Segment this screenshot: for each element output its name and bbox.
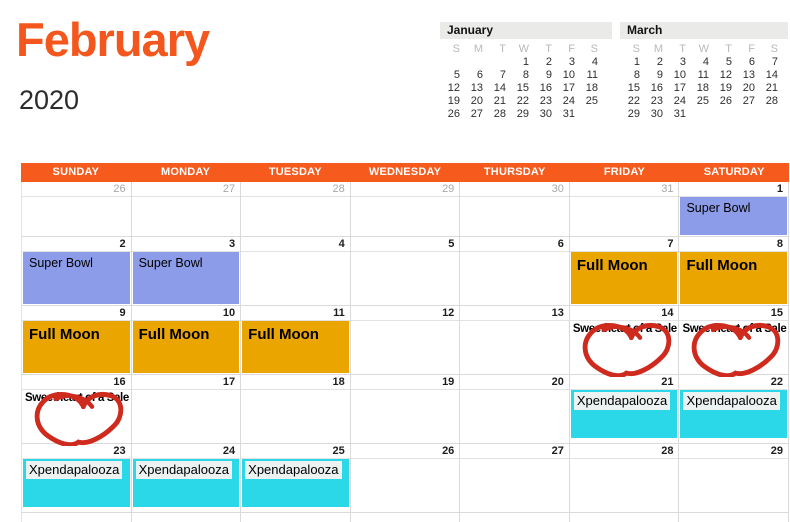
mini-day-cell <box>712 107 735 120</box>
week-row <box>21 375 789 444</box>
day-cell[interactable] <box>132 375 242 443</box>
mini-day-cell: 30 <box>539 107 552 120</box>
mini-day-cell: 23 <box>650 94 663 107</box>
mini-day-cell: 9 <box>545 68 552 81</box>
week-row <box>21 237 789 306</box>
mini-day-cell: 7 <box>499 68 506 81</box>
event-full-moon[interactable]: Full Moon <box>242 321 349 373</box>
date-number: 4 <box>241 237 350 252</box>
mini-calendar-january <box>440 22 612 120</box>
mini-day-cell: 28 <box>765 94 778 107</box>
date-number: 26 <box>351 444 460 459</box>
weekday-header-wednesday: WEDNESDAY <box>368 166 442 178</box>
event-sweetheart[interactable] <box>680 321 787 374</box>
mini-day-cell: 16 <box>539 81 552 94</box>
mini-day-cell <box>486 55 509 68</box>
day-cell[interactable] <box>241 237 351 305</box>
event-xpendapalooza[interactable] <box>571 390 678 438</box>
day-cell[interactable] <box>21 375 132 443</box>
day-cell[interactable] <box>351 513 461 522</box>
mini-day-cell: 30 <box>650 107 663 120</box>
day-cell[interactable] <box>679 513 789 522</box>
event-area <box>351 197 460 236</box>
mini-weekday-label: F <box>748 42 755 55</box>
day-cell[interactable] <box>132 513 242 522</box>
mini-day-cell <box>758 107 781 120</box>
event-label: Sweetheart of a Sale <box>572 323 677 335</box>
date-number: 19 <box>351 375 460 390</box>
date-number: 28 <box>570 444 679 459</box>
mini-day-cell: 13 <box>470 81 483 94</box>
event-super-bowl[interactable]: Super Bowl <box>23 252 130 304</box>
mini-day-cell: 14 <box>765 68 778 81</box>
day-cell[interactable] <box>679 306 789 374</box>
event-label: Xpendapalooza <box>136 461 232 479</box>
day-cell[interactable] <box>570 237 680 305</box>
mini-day-cell: 24 <box>562 94 575 107</box>
day-cell[interactable] <box>570 513 680 522</box>
mini-day-cell: 23 <box>539 94 552 107</box>
date-number: 20 <box>460 375 569 390</box>
event-area <box>22 252 131 305</box>
event-area <box>570 459 679 512</box>
week-row <box>21 182 789 237</box>
mini-day-cell: 31 <box>673 107 686 120</box>
month-title: February <box>16 13 210 66</box>
mini-week-row <box>440 107 601 120</box>
day-cell[interactable] <box>570 375 680 443</box>
event-area <box>132 252 241 305</box>
mini-day-cell: 24 <box>673 94 686 107</box>
day-cell[interactable] <box>460 306 570 374</box>
mini-week-row <box>620 107 781 120</box>
mini-weekday-label: S <box>590 42 598 55</box>
weekday-header-thursday: THURSDAY <box>483 166 546 178</box>
mini-day-cell: 22 <box>627 94 640 107</box>
mini-week-row <box>620 81 781 94</box>
mini-day-cell: 15 <box>516 81 529 94</box>
mini-day-cell: 6 <box>476 68 483 81</box>
week-row-partial <box>21 513 789 522</box>
day-cell[interactable] <box>21 182 132 236</box>
day-cell[interactable] <box>351 375 461 443</box>
mini-week-row <box>440 94 601 107</box>
event-area <box>22 459 131 512</box>
mini-day-cell <box>463 55 486 68</box>
mini-day-cell: 19 <box>719 81 732 94</box>
mini-weekday-label: M <box>473 42 483 55</box>
day-cell[interactable] <box>241 513 351 522</box>
day-cell[interactable] <box>21 513 132 522</box>
mini-day-cell: 29 <box>516 107 529 120</box>
event-area <box>460 321 569 374</box>
mini-day-cell: 20 <box>470 94 483 107</box>
weekday-header-bar <box>21 163 789 182</box>
date-number: 22 <box>679 375 788 390</box>
event-label: Sweetheart of a Sale <box>682 323 787 335</box>
day-cell[interactable] <box>351 306 461 374</box>
event-sweetheart[interactable] <box>23 390 130 443</box>
date-number: 27 <box>132 182 241 197</box>
event-area <box>22 321 131 374</box>
mini-week-row <box>440 68 601 81</box>
event-area <box>241 197 350 236</box>
week-row <box>21 444 789 513</box>
event-super-bowl[interactable]: Super Bowl <box>133 252 240 304</box>
mini-day-cell: 5 <box>453 68 460 81</box>
event-area <box>241 390 350 443</box>
day-cell[interactable] <box>351 237 461 305</box>
event-area <box>679 252 788 305</box>
mini-week-row <box>620 68 781 81</box>
day-cell[interactable] <box>132 237 242 305</box>
date-number: 10 <box>132 306 241 321</box>
event-super-bowl[interactable]: Super Bowl <box>680 197 787 235</box>
day-cell[interactable] <box>679 182 789 236</box>
event-area <box>679 197 788 236</box>
date-number: 27 <box>460 444 569 459</box>
day-cell[interactable] <box>679 375 789 443</box>
mini-week-row <box>620 94 781 107</box>
mini-day-cell: 27 <box>742 94 755 107</box>
mini-day-cell: 3 <box>679 55 686 68</box>
event-area <box>132 459 241 512</box>
day-cell[interactable] <box>241 182 351 236</box>
mini-day-cell <box>440 55 463 68</box>
mini-weekday-label: T <box>725 42 732 55</box>
date-number: 15 <box>679 306 788 321</box>
mini-day-cell: 9 <box>656 68 663 81</box>
mini-day-cell: 8 <box>522 68 529 81</box>
day-cell[interactable] <box>570 306 680 374</box>
event-area <box>22 390 131 443</box>
event-area <box>132 197 241 236</box>
day-cell[interactable] <box>679 444 789 512</box>
mini-day-cell: 5 <box>725 55 732 68</box>
mini-day-cell: 10 <box>673 68 686 81</box>
day-cell[interactable] <box>351 444 461 512</box>
date-number: 24 <box>132 444 241 459</box>
day-cell[interactable] <box>570 182 680 236</box>
mini-day-cell <box>578 107 601 120</box>
event-area <box>570 197 679 236</box>
date-number: 29 <box>351 182 460 197</box>
mini-day-cell: 12 <box>719 68 732 81</box>
date-number: 29 <box>679 444 788 459</box>
date-number: 14 <box>570 306 679 321</box>
mini-day-cell: 17 <box>673 81 686 94</box>
mini-weekday-label: T <box>499 42 506 55</box>
weekday-header-monday: MONDAY <box>161 166 211 178</box>
mini-calendar-march <box>620 22 788 120</box>
mini-weekday-label: M <box>653 42 663 55</box>
mini-day-cell: 16 <box>650 81 663 94</box>
date-number: 21 <box>570 375 679 390</box>
mini-day-cell <box>735 107 758 120</box>
date-number: 18 <box>241 375 350 390</box>
date-number: 12 <box>351 306 460 321</box>
date-number: 31 <box>570 182 679 197</box>
mini-day-cell: 31 <box>562 107 575 120</box>
mini-weekday-label: W <box>698 42 709 55</box>
mini-day-cell: 25 <box>585 94 598 107</box>
mini-weekday-label: F <box>568 42 575 55</box>
event-xpendapalooza[interactable] <box>23 459 130 507</box>
date-number: 8 <box>679 237 788 252</box>
mini-day-cell: 4 <box>702 55 709 68</box>
mini-day-cell: 12 <box>447 81 460 94</box>
event-area <box>351 459 460 512</box>
event-area <box>241 252 350 305</box>
event-label: Sweetheart of a Sale <box>25 392 129 404</box>
mini-day-cell: 21 <box>765 81 778 94</box>
event-area <box>570 321 679 374</box>
weekday-header-saturday: SATURDAY <box>703 166 765 178</box>
event-area <box>351 390 460 443</box>
day-cell[interactable] <box>241 444 351 512</box>
date-number: 1 <box>679 182 788 197</box>
event-area <box>679 321 788 374</box>
mini-day-cell: 13 <box>742 68 755 81</box>
mini-day-cell: 15 <box>627 81 640 94</box>
event-area <box>22 197 131 236</box>
mini-day-cell: 19 <box>447 94 460 107</box>
date-number: 26 <box>22 182 131 197</box>
mini-day-cell: 18 <box>696 81 709 94</box>
mini-day-cell: 11 <box>586 68 598 81</box>
event-area <box>460 459 569 512</box>
mini-calendar-title: January <box>440 22 612 39</box>
event-area <box>241 321 350 374</box>
mini-week-row <box>440 81 601 94</box>
event-full-moon[interactable]: Full Moon <box>571 252 678 304</box>
day-cell[interactable] <box>241 375 351 443</box>
event-area <box>351 252 460 305</box>
mini-day-cell: 21 <box>493 94 506 107</box>
day-cell[interactable] <box>460 237 570 305</box>
event-area <box>460 390 569 443</box>
mini-day-cell: 7 <box>771 55 778 68</box>
mini-calendar-grid <box>620 42 781 120</box>
day-cell[interactable] <box>351 182 461 236</box>
event-label: Xpendapalooza <box>683 392 779 410</box>
day-cell[interactable] <box>460 375 570 443</box>
mini-day-cell: 2 <box>545 55 552 68</box>
mini-day-cell: 22 <box>516 94 529 107</box>
weekday-header-sunday: SUNDAY <box>52 166 100 178</box>
date-number: 25 <box>241 444 350 459</box>
day-cell[interactable] <box>679 237 789 305</box>
event-label: Xpendapalooza <box>26 461 122 479</box>
main-calendar <box>21 163 789 522</box>
mini-day-cell: 20 <box>742 81 755 94</box>
mini-day-cell: 25 <box>696 94 709 107</box>
date-number: 16 <box>22 375 131 390</box>
day-cell[interactable] <box>241 306 351 374</box>
event-full-moon[interactable]: Full Moon <box>133 321 240 373</box>
day-cell[interactable] <box>132 444 242 512</box>
mini-day-cell: 29 <box>627 107 640 120</box>
mini-day-cell: 2 <box>656 55 663 68</box>
date-number: 28 <box>241 182 350 197</box>
day-cell[interactable] <box>460 444 570 512</box>
event-sweetheart[interactable] <box>571 321 678 374</box>
day-cell[interactable] <box>460 513 570 522</box>
mini-weekday-row <box>440 42 601 55</box>
mini-day-cell: 1 <box>633 55 640 68</box>
mini-calendar-grid <box>440 42 601 120</box>
weekday-header-friday: FRIDAY <box>603 166 646 178</box>
mini-day-cell: 11 <box>697 68 709 81</box>
mini-day-cell: 3 <box>568 55 575 68</box>
date-number: 23 <box>22 444 131 459</box>
mini-week-row <box>440 55 601 68</box>
weekday-header-tuesday: TUESDAY <box>268 166 322 178</box>
event-area <box>570 390 679 443</box>
event-xpendapalooza[interactable] <box>133 459 240 507</box>
mini-weekday-label: S <box>770 42 778 55</box>
mini-day-cell: 10 <box>562 68 575 81</box>
event-xpendapalooza[interactable] <box>680 390 787 438</box>
week-row <box>21 306 789 375</box>
event-full-moon[interactable]: Full Moon <box>680 252 787 304</box>
event-area <box>679 459 788 512</box>
event-area <box>132 390 241 443</box>
mini-weekday-label: T <box>679 42 686 55</box>
date-number: 5 <box>351 237 460 252</box>
mini-calendar-title: March <box>620 22 788 39</box>
mini-weekday-label: T <box>545 42 552 55</box>
mini-day-cell: 18 <box>585 81 598 94</box>
date-number: 3 <box>132 237 241 252</box>
day-cell[interactable] <box>460 182 570 236</box>
date-number: 6 <box>460 237 569 252</box>
event-label: Xpendapalooza <box>574 392 670 410</box>
date-number: 7 <box>570 237 679 252</box>
date-number: 13 <box>460 306 569 321</box>
date-number: 9 <box>22 306 131 321</box>
mini-day-cell: 27 <box>470 107 483 120</box>
day-cell[interactable] <box>21 237 132 305</box>
year-label: 2020 <box>19 85 80 115</box>
event-area <box>460 197 569 236</box>
mini-week-row <box>620 55 781 68</box>
mini-day-cell: 17 <box>562 81 575 94</box>
date-number: 11 <box>241 306 350 321</box>
event-label: Xpendapalooza <box>245 461 341 479</box>
mini-weekday-label: S <box>632 42 640 55</box>
mini-day-cell: 26 <box>719 94 732 107</box>
event-xpendapalooza[interactable] <box>242 459 349 507</box>
mini-day-cell: 4 <box>591 55 598 68</box>
event-area <box>460 252 569 305</box>
event-area <box>570 252 679 305</box>
mini-day-cell: 6 <box>748 55 755 68</box>
date-number: 17 <box>132 375 241 390</box>
mini-day-cell: 28 <box>493 107 506 120</box>
event-area <box>679 390 788 443</box>
day-cell[interactable] <box>132 182 242 236</box>
mini-weekday-row <box>620 42 781 55</box>
mini-day-cell: 26 <box>447 107 460 120</box>
day-cell[interactable] <box>21 306 132 374</box>
mini-weekday-label: W <box>518 42 529 55</box>
date-number: 2 <box>22 237 131 252</box>
day-cell[interactable] <box>570 444 680 512</box>
day-cell[interactable] <box>21 444 132 512</box>
day-cell[interactable] <box>132 306 242 374</box>
mini-day-cell: 8 <box>633 68 640 81</box>
mini-day-cell <box>689 107 712 120</box>
event-full-moon[interactable]: Full Moon <box>23 321 130 373</box>
event-area <box>132 321 241 374</box>
event-area <box>241 459 350 512</box>
mini-weekday-label: S <box>452 42 460 55</box>
date-number: 30 <box>460 182 569 197</box>
mini-day-cell: 1 <box>522 55 529 68</box>
mini-day-cell: 14 <box>493 81 506 94</box>
event-area <box>351 321 460 374</box>
